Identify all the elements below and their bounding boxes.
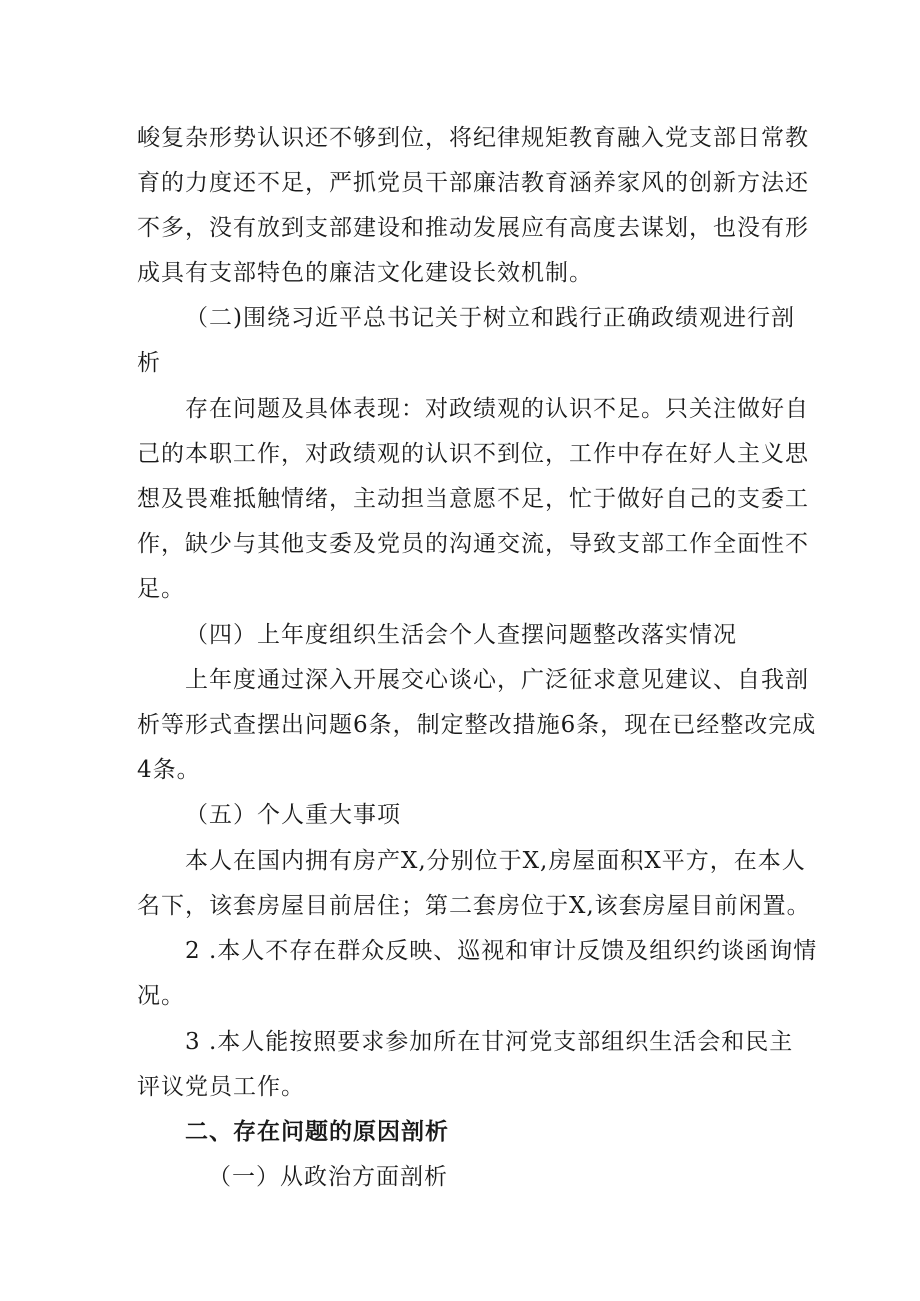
section-heading: （二)围绕习近平总书记关于树立和践行正确政绩观进行剖 [185, 305, 795, 331]
paragraph-line: 育的力度还不足，严抓党员干部廉洁教育涵养家风的创新方法还 [137, 170, 809, 196]
paragraph-line: 己的本职工作，对政绩观的认识不到位，工作中存在好人主义思 [137, 441, 809, 467]
paragraph-line: 存在问题及具体表现：对政绩观的认识不足。只关注做好自 [185, 396, 809, 422]
paragraph-line: 成具有支部特色的廉洁文化建设长效机制。 [137, 260, 593, 286]
paragraph-line: 作，缺少与其他支委及党员的沟通交流，导致支部工作全面性不 [137, 531, 809, 557]
paragraph-line: 4条。 [137, 757, 201, 783]
paragraph-line: 想及畏难抵触情绪，主动担当意愿不足，忙于做好自己的支委工 [137, 486, 809, 512]
paragraph-line: 不多，没有放到支部建设和推动发展应有高度去谋划，也没有形 [137, 215, 809, 241]
paragraph-line: 况。 [137, 983, 185, 1009]
chapter-heading: 二、存在问题的原因剖析 [185, 1118, 449, 1145]
section-heading: （五）个人重大事项 [185, 802, 401, 828]
paragraph-line: 足。 [137, 576, 185, 602]
section-heading: （一）从政治方面剖析 [208, 1164, 448, 1190]
numbered-item: 3 .本人能按照要求参加所在甘河党支部组织生活会和民主 [185, 1029, 794, 1055]
numbered-item: 2 .本人不存在群众反映、巡视和审计反馈及组织约谈函询情 [185, 938, 818, 964]
paragraph-line: 评议党员工作。 [137, 1074, 305, 1100]
paragraph-line: 名下，该套房屋目前居住；第二套房位于X,该套房屋目前闲置。 [137, 893, 811, 919]
paragraph-line: 上年度通过深入开展交心谈心，广泛征求意见建议、自我剖 [185, 667, 809, 693]
paragraph-line: 本人在国内拥有房产X,分别位于X,房屋面积X平方，在本人 [185, 848, 806, 874]
section-heading: 析 [137, 350, 161, 376]
paragraph-line: 析等形式查摆出问题6条，制定整改措施6条，现在已经整改完成 [137, 712, 817, 738]
paragraph-line: 峻复杂形势认识还不够到位，将纪律规矩教育融入党支部日常教 [137, 125, 809, 151]
section-heading: （四）上年度组织生活会个人查摆问题整改落实情况 [185, 622, 737, 648]
